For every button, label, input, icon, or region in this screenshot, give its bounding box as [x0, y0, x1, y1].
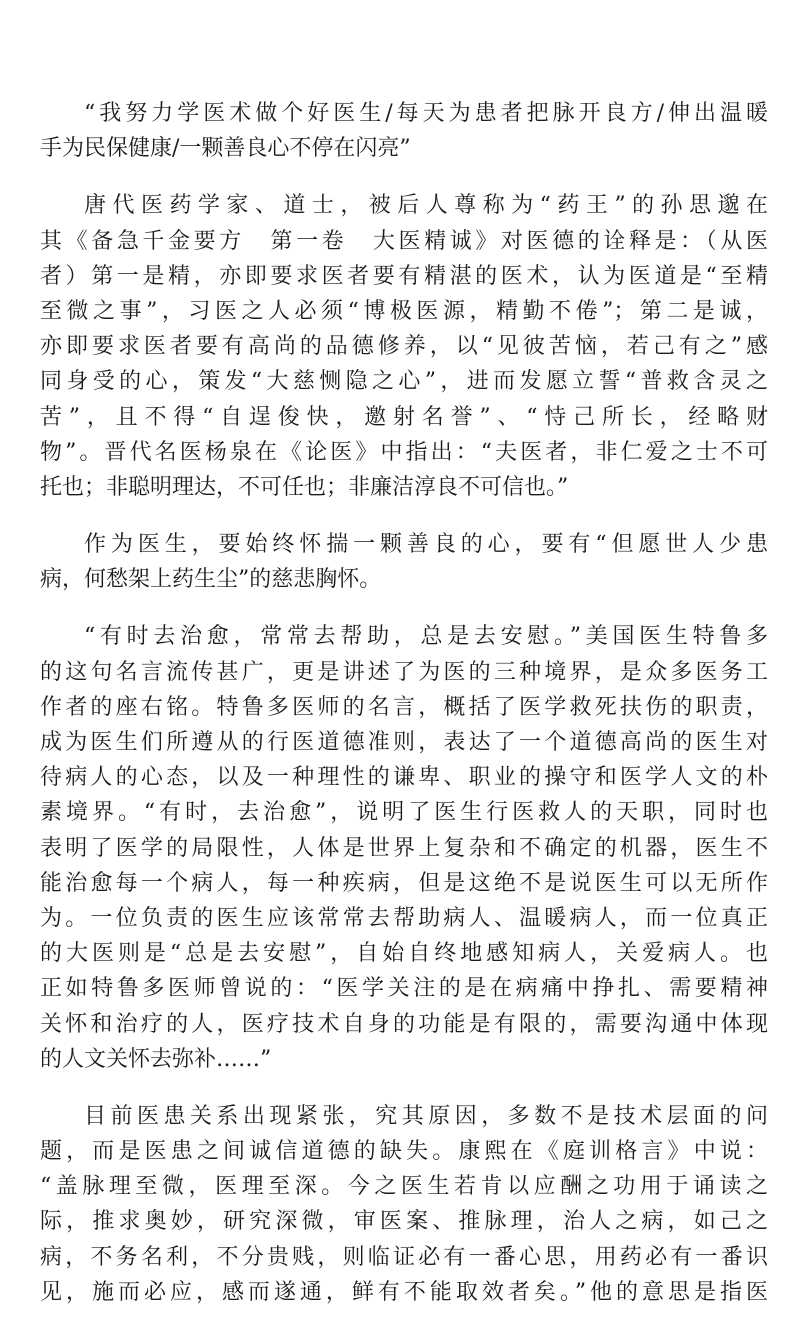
paragraph-line: 手为民保健康/一颗善良心不停在闪亮” — [40, 136, 411, 162]
paragraph-line: 关怀和治疗的人，医疗技术自身的功能是有限的，需要沟通中体现 — [40, 1011, 768, 1037]
paragraph-line: 作者的座右铭。特鲁多医师的名言，概括了医学救死扶伤的职责， — [40, 694, 768, 720]
paragraph-1 — [40, 96, 768, 166]
paragraph-line: 的人文关怀去弥补……” — [40, 1046, 272, 1072]
paragraph-line: 为。一位负责的医生应该常常去帮助病人、温暖病人，而一位真正 — [40, 905, 768, 931]
paragraph-line: 托也；非聪明理达，不可任也；非廉洁淳良不可信也。” — [40, 474, 569, 500]
paragraph-line: 病，不务名利，不分贵贱，则临证必有一番心思，用药必有一番识 — [40, 1244, 768, 1270]
paragraph-line: “我努力学医术做个好医生/每天为患者把脉开良方/伸出温暖 — [84, 101, 768, 126]
paragraph-line: 亦即要求医者要有高尚的品德修养，以“见彼苦恼，若己有之”感 — [40, 334, 768, 360]
paragraph-line: 病，何愁架上药生尘”的慈悲胸怀。 — [40, 567, 382, 593]
paragraph-4 — [40, 619, 768, 1076]
paragraph-line: 者）第一是精，亦即要求医者要有精湛的医术，认为医道是“至精 — [40, 263, 768, 289]
paragraph-line: 其《备急千金要方 第一卷 大医精诚》对医德的诠释是：（从医 — [40, 228, 768, 254]
paragraph-line: 成为医生们所遵从的行医道德准则，表达了一个道德高尚的医生对 — [40, 730, 768, 755]
paragraph-3 — [40, 527, 768, 597]
paragraph-line: 苦”，且不得“自逞俊快，邀射名誉”、“恃己所长，经略财 — [40, 404, 768, 430]
document-page — [40, 96, 768, 1332]
paragraph-line: 素境界。“有时，去治愈”，说明了医生行医救人的天职，同时也 — [40, 800, 768, 826]
paragraph-line: 见，施而必应，感而遂通，鲜有不能取效者矣。”他的意思是指医 — [40, 1279, 768, 1305]
paragraph-line: 唐代医药学家、道士，被后人尊称为“药王”的孙思邈在 — [84, 193, 768, 219]
paragraph-line: 目前医患关系出现紧张，究其原因，多数不是技术层面的问 — [84, 1103, 768, 1129]
paragraph-line: 能治愈每一个病人，每一种疾病，但是这绝不是说医生可以无所作 — [40, 870, 768, 896]
paragraph-line: 同身受的心，策发“大慈恻隐之心”，进而发愿立誓“普救含灵之 — [40, 369, 768, 395]
paragraph-line: 待病人的心态，以及一种理性的谦卑、职业的操守和医学人文的朴 — [40, 765, 768, 791]
paragraph-line: 至微之事”，习医之人必须“博极医源，精勤不倦”；第二是诚， — [40, 298, 768, 324]
paragraph-5 — [40, 1099, 768, 1310]
paragraph-line: 表明了医学的局限性，人体是世界上复杂和不确定的机器，医生不 — [40, 835, 768, 861]
paragraph-line: 作为医生，要始终怀揣一颗善良的心，要有“但愿世人少患 — [84, 532, 768, 558]
paragraph-line: 的这句名言流传甚广，更是讲述了为医的三种境界，是众多医务工 — [40, 659, 768, 685]
paragraph-line: 际，推求奥妙，研究深微，审医案、推脉理，治人之病，如己之 — [40, 1209, 768, 1235]
paragraph-line: 物”。晋代名医杨泉在《论医》中指出：“夫医者，非仁爱之士不可 — [40, 439, 768, 465]
paragraph-line: 的大医则是“总是去安慰”，自始自终地感知病人，关爱病人。也 — [40, 941, 768, 967]
paragraph-2 — [40, 188, 768, 505]
paragraph-line: “有时去治愈，常常去帮助，总是去安慰。”美国医生特鲁多 — [84, 624, 768, 650]
paragraph-line: 正如特鲁多医师曾说的：“医学关注的是在病痛中挣扎、需要精神 — [40, 976, 768, 1002]
paragraph-line: 题，而是医患之间诚信道德的缺失。康熙在《庭训格言》中说： — [40, 1139, 768, 1165]
paragraph-line: “盖脉理至微，医理至深。今之医生若肯以应酬之功用于诵读之 — [40, 1174, 768, 1200]
